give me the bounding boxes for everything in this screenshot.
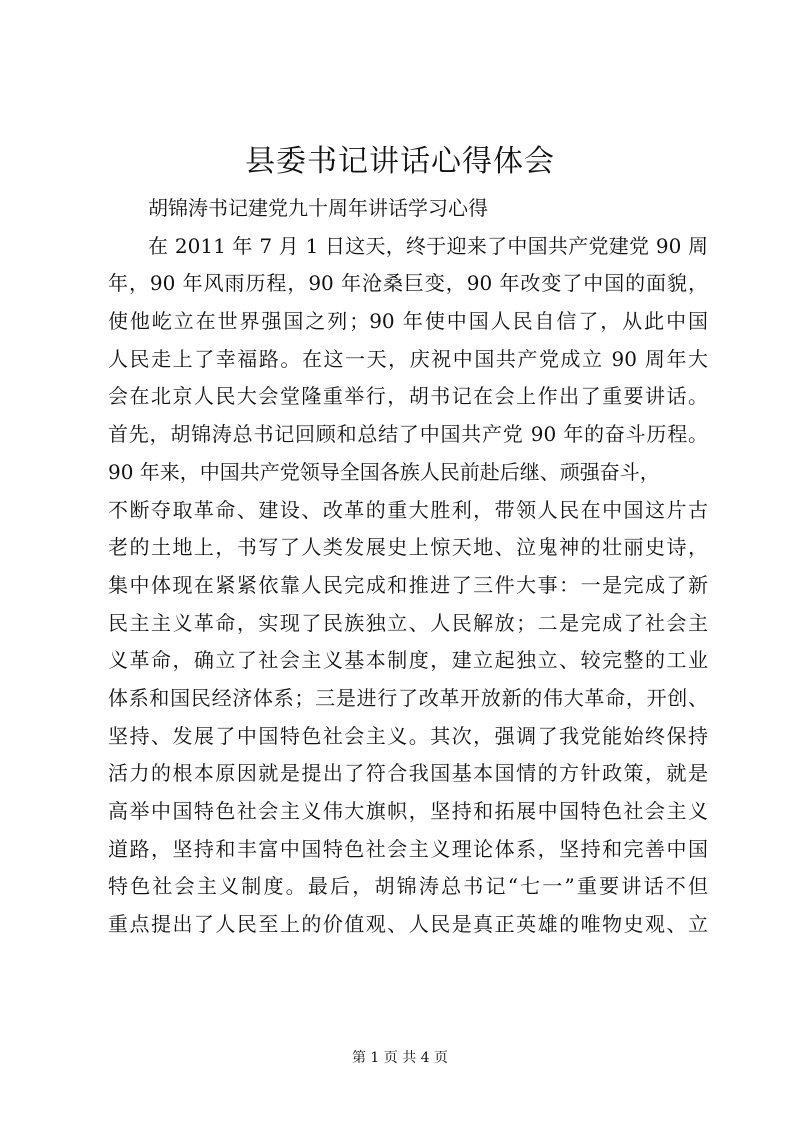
paragraph-line: 不断夺取革命、建设、改革的重大胜利，带领人民在中国这片古 (108, 497, 708, 522)
paragraph-line: 重点提出了人民至上的价值观、人民是真正英雄的唯物史观、立 (108, 912, 708, 937)
paragraph-line: 集中体现在紧紧依靠人民完成和推进了三件大事：一是完成了新 (108, 572, 708, 597)
paragraph-line: 人民走上了幸福路。在这一天，庆祝中国共产党成立 90 周年大 (108, 346, 708, 371)
paragraph-line: 会在北京人民大会堂隆重举行，胡书记在会上作出了重要讲话。 (108, 384, 708, 409)
paragraph-line: 使他屹立在世界强国之列；90 年使中国人民自信了，从此中国 (108, 309, 708, 334)
paragraph-line: 特色社会主义制度。最后，胡锦涛总书记“七一”重要讲话不但 (108, 874, 708, 899)
paragraph-line: 90 年来，中国共产党领导全国各族人民前赴后继、顽强奋斗， (108, 459, 660, 484)
paragraph-line: 道路，坚持和丰富中国特色社会主义理论体系，坚持和完善中国 (108, 836, 708, 861)
document-title: 县委书记讲话心得体会 (245, 144, 555, 179)
subtitle-line: 胡锦涛书记建党九十周年讲话学习心得 (148, 196, 488, 220)
paragraph-line: 年，90 年风雨历程，90 年沧桑巨变，90 年改变了中国的面貌， (108, 271, 708, 296)
paragraph-line: 首先，胡锦涛总书记回顾和总结了中国共产党 90 年的奋斗历程。 (108, 422, 708, 447)
paragraph-line: 老的土地上，书写了人类发展史上惊天地、泣鬼神的壮丽史诗， (108, 535, 708, 560)
paragraph-line: 在 2011 年 7 月 1 日这天，终于迎来了中国共产党建党 90 周 (148, 233, 708, 258)
paragraph-line: 高举中国特色社会主义伟大旗帜，坚持和拓展中国特色社会主义 (108, 799, 708, 823)
paragraph-line: 义革命，确立了社会主义基本制度，建立起独立、较完整的工业 (108, 648, 708, 673)
document-body (108, 190, 708, 944)
paragraph-line: 体系和国民经济体系；三是进行了改革开放新的伟大革命，开创、 (108, 685, 708, 710)
paragraph-line: 民主主义革命，实现了民族独立、人民解放；二是完成了社会主 (108, 610, 708, 635)
paragraph-line: 活力的根本原因就是提出了符合我国基本国情的方针政策，就是 (108, 761, 708, 786)
page-number-footer: 第 1 页 共 4 页 (351, 1050, 449, 1066)
paragraph-line: 坚持、发展了中国特色社会主义。其次，强调了我党能始终保持 (108, 723, 708, 748)
